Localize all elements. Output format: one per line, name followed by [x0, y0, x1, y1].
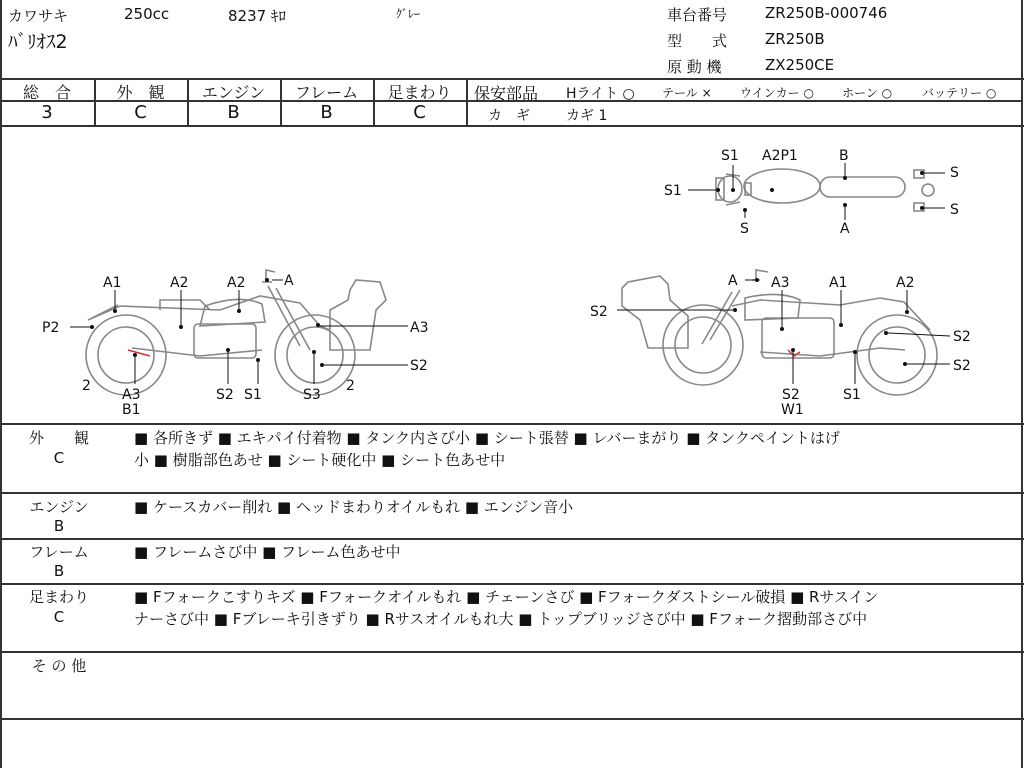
top-label-a: A — [840, 221, 850, 237]
safety-item-tail: テール × — [662, 86, 712, 100]
engine-label: エンジン — [201, 83, 266, 102]
left-label-a3-right: A3 — [410, 320, 429, 336]
suspension-grade: C — [413, 102, 426, 123]
key-label: カ ギ — [488, 108, 530, 124]
left-red-mark — [128, 350, 150, 356]
remark-frame-label: フレーム — [29, 543, 89, 561]
remark-line-5 — [0, 718, 1024, 720]
remark-suspension-line-2: ナーさび中 ■ Fブレーキ引きずり ■ Rサスオイルもれ大 ■ トップブリッジさび中 ■ Fフォーク摺動部さび中 — [134, 610, 868, 628]
overall-label: 総 合 — [22, 83, 71, 102]
type-label: 型 式 — [667, 32, 728, 50]
safety-item-winker: ウインカー ○ — [740, 86, 814, 100]
right-label-s1: S1 — [843, 387, 861, 403]
suspension-label: 足まわり — [387, 83, 452, 102]
frame-label: フレーム — [294, 83, 359, 102]
remark-other-label: そ の 他 — [31, 657, 87, 675]
remark-engine-line-1: ■ ケースカバー削れ ■ ヘッドまわりオイルもれ ■ エンジン音小 — [134, 498, 574, 516]
maker: カワサキ — [8, 7, 69, 25]
right-label-s2-bottom: S2 — [782, 387, 800, 403]
right-label-a3: A3 — [771, 275, 790, 291]
right-label-s2-lower: S2 — [953, 358, 971, 374]
remark-exterior-line-1: ■ 各所きず ■ エキパイ付着物 ■ タンク内さび小 ■ シート張替 ■ レバーまがり ■ タンクペイントはげ — [134, 429, 840, 447]
remark-frame-grade: B — [53, 562, 65, 580]
left-label-s1: S1 — [244, 387, 262, 403]
top-label-s-b: S — [950, 202, 959, 218]
left-label-a2-b: A2 — [227, 275, 246, 291]
remark-suspension-line-1: ■ Fフォークこすりキズ ■ Fフォークオイルもれ ■ チェーンさび ■ Fフォークダストシール破損 ■ Rサスイン — [134, 588, 879, 606]
top-label-a2p1: A2P1 — [762, 148, 798, 164]
top-label-s1-b: S1 — [664, 183, 682, 199]
remark-engine-grade: B — [53, 517, 65, 535]
color: ｸﾞﾚｰ — [396, 7, 421, 21]
right-label-a1: A1 — [829, 275, 848, 291]
remark-exterior-line-2: 小 ■ 樹脂部色あせ ■ シート硬化中 ■ シート色あせ中 — [134, 451, 506, 469]
remark-suspension-label: 足まわり — [28, 588, 89, 606]
left-label-b1: B1 — [122, 402, 141, 418]
right-label-s2-left: S2 — [590, 304, 608, 320]
left-label-s2-bottom: S2 — [216, 387, 234, 403]
right-label-w1: W1 — [781, 402, 804, 418]
remark-line-1 — [0, 492, 1024, 494]
left-label-a3-bottom: A3 — [122, 387, 141, 403]
remark-suspension-grade: C — [53, 608, 65, 626]
left-label-a1: A1 — [103, 275, 122, 291]
engine-model-label: 原 動 機 — [667, 58, 722, 76]
safety-item-horn: ホーン ○ — [842, 86, 893, 100]
engine-model-value: ZX250CE — [765, 56, 835, 74]
right-label-a: A — [728, 273, 738, 289]
frame-number-label: 車台番号 — [667, 6, 728, 24]
exterior-grade: C — [134, 102, 147, 123]
left-label-a2-a: A2 — [170, 275, 189, 291]
top-label-s-a: S — [950, 165, 959, 181]
frame-number: ZR250B-000746 — [765, 4, 888, 22]
safety-label: 保安部品 — [474, 84, 539, 103]
type-value: ZR250B — [765, 30, 825, 48]
safety-item-battery: バッテリー ○ — [922, 86, 997, 100]
left-label-2-a: 2 — [82, 378, 91, 394]
left-label-2-b: 2 — [346, 378, 355, 394]
left-label-s3: S3 — [303, 387, 321, 403]
remark-line-4 — [0, 651, 1024, 653]
displacement: 250cc — [124, 5, 170, 23]
left-label-p2: P2 — [42, 320, 60, 336]
model-name: ﾊﾞﾘｵｽ2 — [8, 31, 68, 53]
left-label-a: A — [284, 273, 294, 289]
right-label-s2-upper: S2 — [953, 329, 971, 345]
remark-engine-label: エンジン — [29, 498, 89, 516]
top-label-s1-a: S1 — [721, 148, 739, 164]
frame-grade: B — [320, 102, 333, 123]
remark-line-2 — [0, 538, 1024, 540]
remark-exterior-label: 外 観 — [28, 429, 89, 447]
diagram-bottom-line — [0, 423, 1024, 425]
remark-exterior-grade: C — [53, 449, 65, 467]
safety-item-headlight: Hライト ○ — [566, 86, 635, 102]
top-label-s-c: S — [740, 221, 749, 237]
top-label-b: B — [839, 148, 849, 164]
remark-frame-line-1: ■ フレームさび中 ■ フレーム色あせ中 — [134, 543, 401, 561]
overall-grade: 3 — [41, 102, 53, 123]
mileage: 8237 ｷﾛ — [228, 7, 286, 25]
right-label-a2: A2 — [896, 275, 915, 291]
remark-line-3 — [0, 583, 1024, 585]
exterior-label: 外 観 — [116, 83, 165, 102]
top-view-diagram — [716, 169, 934, 211]
motorcycle-diagrams — [0, 127, 1024, 423]
key-value: カギ 1 — [566, 108, 608, 124]
left-label-s2-right: S2 — [410, 358, 428, 374]
grade-divider-5 — [466, 78, 468, 126]
engine-grade: B — [227, 102, 240, 123]
